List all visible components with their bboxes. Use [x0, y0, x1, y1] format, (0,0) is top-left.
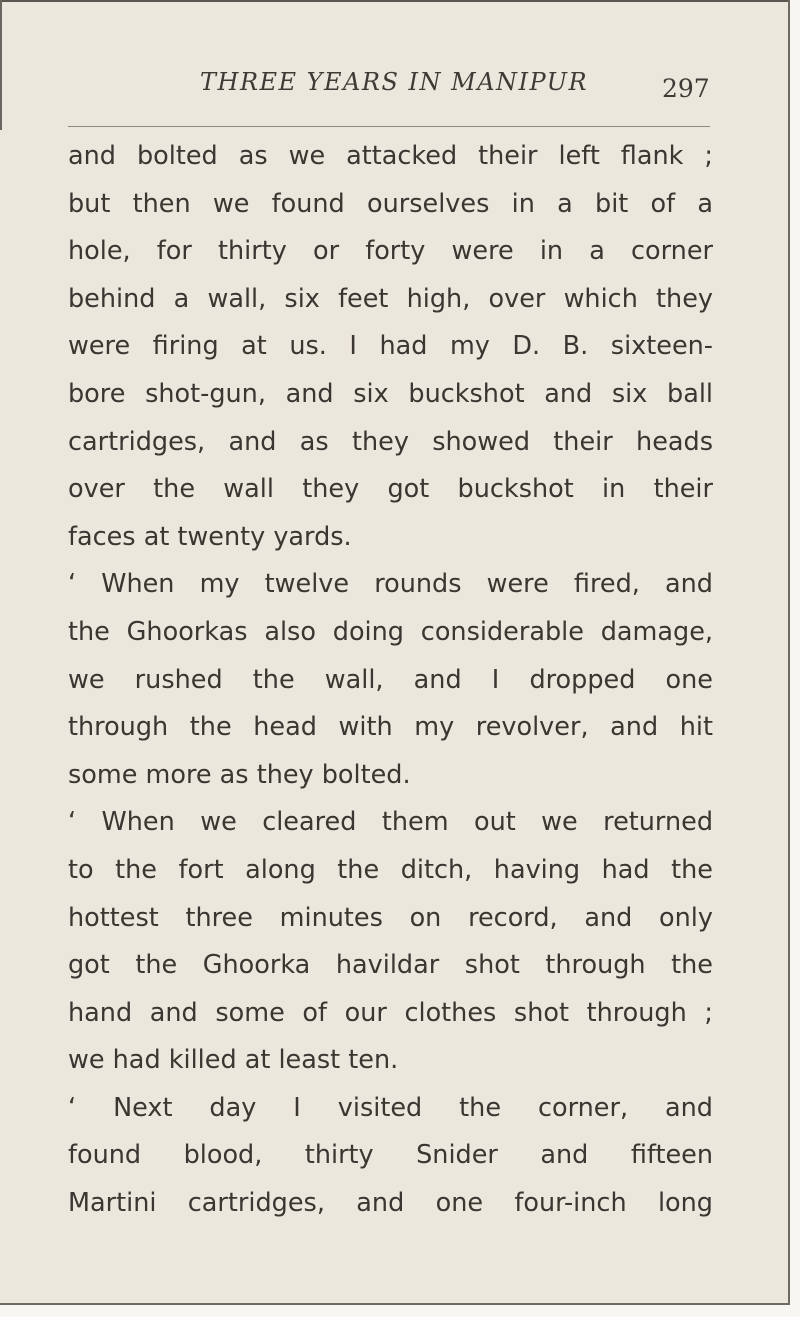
text-line: got the Ghoorka havildar shot through the [68, 950, 713, 981]
page-edge-left [0, 0, 2, 130]
text-line: cartridges, and as they showed their heads [68, 426, 713, 457]
text-line: over the wall they got buckshot in their [68, 474, 713, 505]
text-line: bore shot-gun, and six buckshot and six ball [68, 378, 713, 409]
page-edge-top [0, 0, 790, 2]
text-line: hottest three minutes on record, and only [68, 902, 713, 933]
text-line: some more as they bolted. [68, 759, 411, 790]
body-text [68, 133, 713, 1228]
scan-margin-right [790, 0, 800, 1317]
text-line: ‘ When we cleared them out we returned [68, 807, 713, 838]
running-head: THREE YEARS IN MANIPUR [200, 68, 589, 96]
scan-margin-bottom [0, 1305, 800, 1317]
text-line: ‘ Next day I visited the corner, and [68, 1092, 713, 1123]
text-line: through the head with my revolver, and hit [68, 712, 713, 743]
text-line: found blood, thirty Snider and fifteen [68, 1140, 713, 1171]
text-line: ‘ When my twelve rounds were fired, and [68, 569, 713, 600]
text-line: to the fort along the ditch, having had the [68, 854, 713, 885]
text-line: hand and some of our clothes shot through ; [68, 997, 713, 1028]
text-line: faces at twenty yards. [68, 521, 352, 552]
page-number: 297 [662, 74, 710, 103]
header-rule [68, 126, 710, 127]
text-line: were firing at us. I had my D. B. sixteen- [68, 331, 713, 362]
text-line: but then we found ourselves in a bit of a [68, 188, 713, 219]
text-line: we rushed the wall, and I dropped one [68, 664, 713, 695]
text-line: behind a wall, six feet high, over which they [68, 283, 713, 314]
text-line: the Ghoorkas also doing considerable damage, [68, 616, 713, 647]
text-line: and bolted as we attacked their left flank ; [68, 141, 713, 171]
text-line: hole, for thirty or forty were in a corner [68, 236, 713, 267]
text-line: Martini cartridges, and one four-inch long [68, 1188, 713, 1219]
text-line: we had killed at least ten. [68, 1045, 399, 1076]
